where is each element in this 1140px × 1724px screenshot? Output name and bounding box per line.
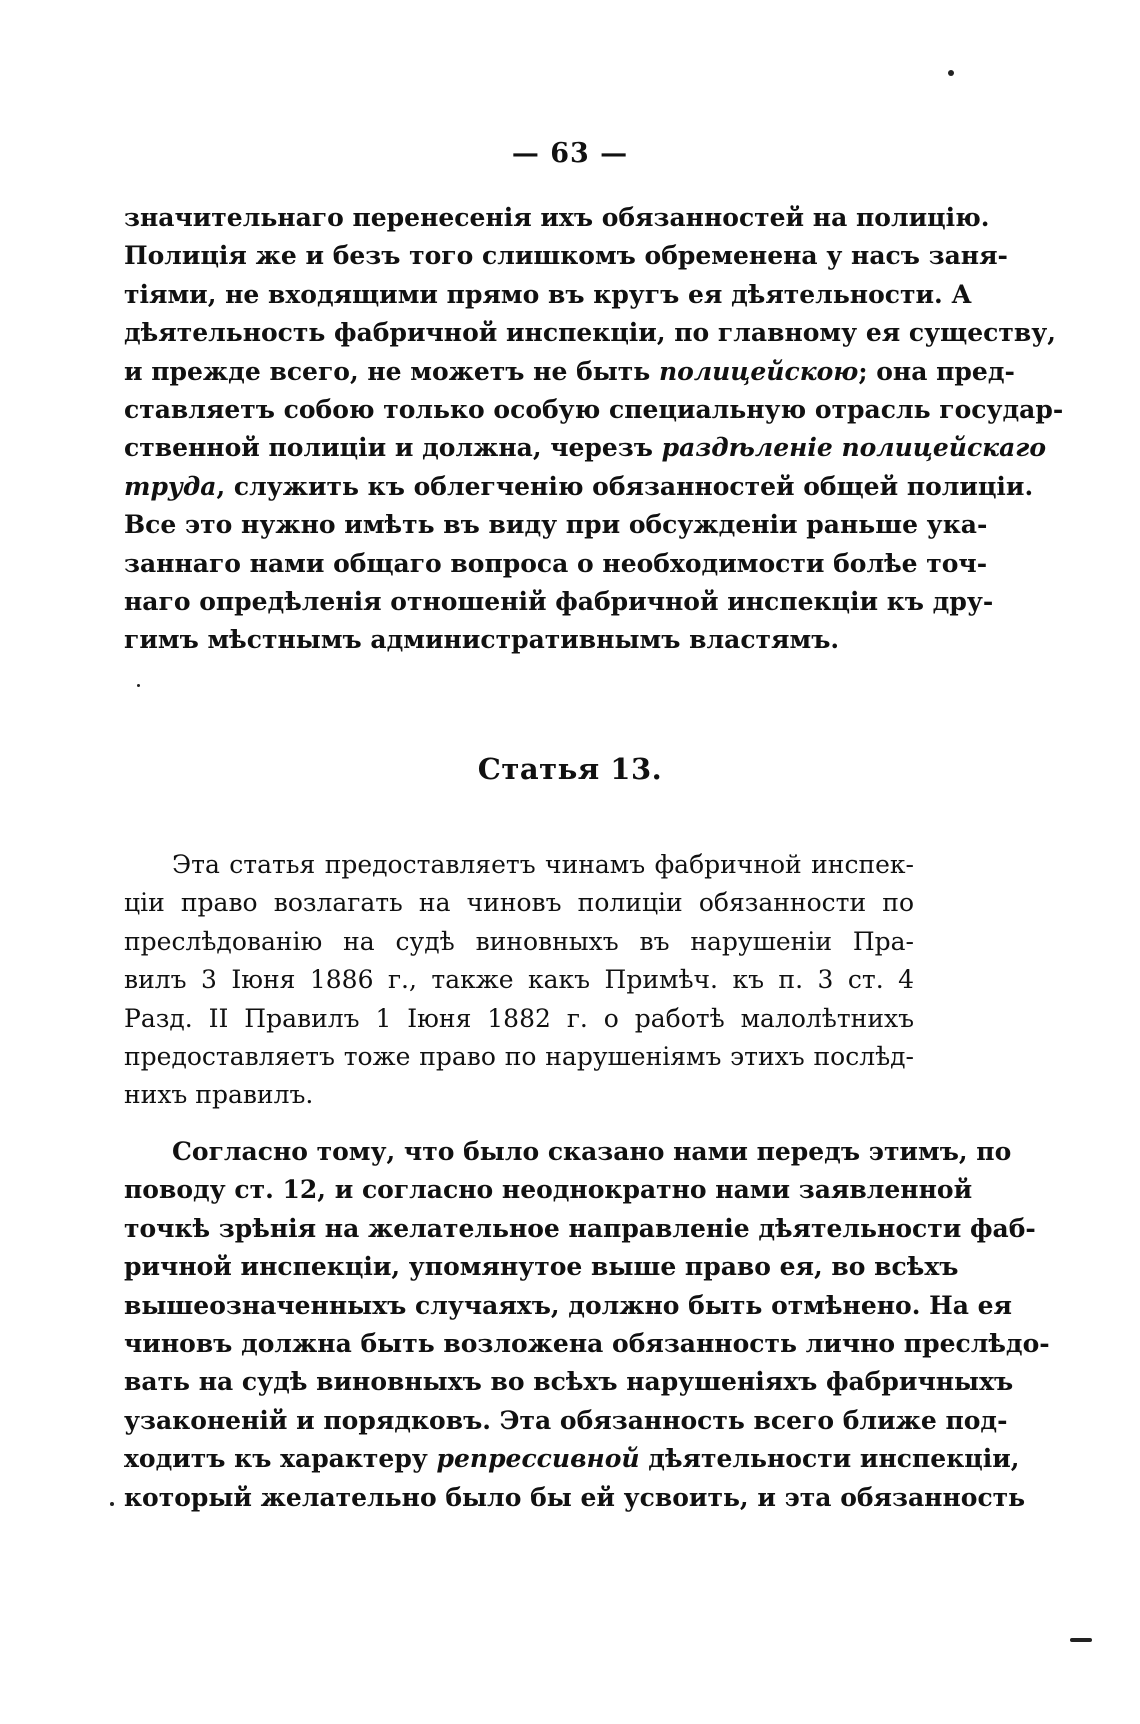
italic-term: репрессивной bbox=[436, 1444, 640, 1474]
text-run: и прежде всего, не можетъ не быть bbox=[124, 356, 659, 386]
text-line bbox=[124, 1440, 1020, 1478]
text-line: значительнаго перенесенія ихъ обязанностей на полицію. bbox=[124, 203, 990, 232]
text-line: ставляетъ собою только особую специальную отрасль государ- bbox=[124, 394, 1064, 424]
text-line: наго опредѣленія отношеній фабричной инспекціи къ дру- bbox=[124, 586, 994, 616]
text-line: поводу ст. 12, и согласно неоднократно нами заявленной bbox=[124, 1175, 973, 1205]
text-line: предоставляетъ тоже право по нарушеніямъ этихъ послѣд- bbox=[124, 1041, 914, 1071]
text-line: тіями, не входящими прямо въ кругъ ея дѣятельности. А bbox=[124, 279, 972, 309]
text-line bbox=[124, 353, 1015, 391]
text-line: Разд. II Правилъ 1 Іюня 1882 г. о работѣ малолѣтнихъ bbox=[124, 1003, 914, 1033]
text-line: чиновъ должна быть возложена обязанность лично преслѣдо- bbox=[124, 1328, 1050, 1358]
section-heading: Статья 13. bbox=[477, 752, 663, 786]
text-line: Согласно тому, что было сказано нами передъ этимъ, по bbox=[172, 1137, 1012, 1166]
italic-term: раздѣленіе полицейскаго bbox=[661, 433, 1047, 463]
text-line: вилъ 3 Іюня 1886 г., также какъ Примѣч. къ п. 3 ст. 4 bbox=[124, 965, 914, 995]
text-run: ственной полиціи и должна, черезъ bbox=[124, 433, 662, 463]
text-line: дѣятельность фабричной инспекціи, по главному ея существу, bbox=[124, 318, 1056, 348]
text-run: ; она пред- bbox=[858, 356, 1015, 386]
text-line: узаконеній и порядковъ. Эта обязанность всего ближе под- bbox=[124, 1405, 1008, 1435]
text-line bbox=[124, 429, 1047, 467]
text-line: ціи право возлагать на чиновъ полиціи обязанности по bbox=[124, 888, 914, 918]
text-line: нихъ правилъ. bbox=[124, 1080, 314, 1110]
paragraph-continuation bbox=[124, 199, 1064, 660]
text-line: ричной инспекціи, упомянутое выше право ея, во всѣхъ bbox=[124, 1252, 959, 1282]
paragraph-commentary bbox=[124, 1133, 1050, 1517]
scan-speck bbox=[948, 70, 954, 76]
text-line: вышеозначенныхъ случаяхъ, должно быть отмѣнено. На ея bbox=[124, 1290, 1013, 1320]
italic-term: труда bbox=[124, 471, 217, 501]
text-line: вать на судѣ виновныхъ во всѣхъ нарушеніяхъ фабричныхъ bbox=[124, 1367, 1014, 1397]
text-line: Полиція же и безъ того слишкомъ обременена у насъ заня- bbox=[124, 241, 1008, 271]
text-line bbox=[124, 468, 1034, 506]
scan-speck bbox=[1070, 1638, 1092, 1642]
paragraph-article-13 bbox=[124, 846, 914, 1115]
text-line: гимъ мѣстнымъ административнымъ властямъ. bbox=[124, 625, 840, 655]
text-line: точкѣ зрѣнія на желательное направленіе дѣятельности фаб- bbox=[124, 1213, 1036, 1243]
text-run: ходитъ къ характеру bbox=[124, 1444, 437, 1474]
text-run: дѣятельности инспекціи, bbox=[639, 1444, 1020, 1474]
text-line: Все это нужно имѣть въ виду при обсужденіи раньше ука- bbox=[124, 510, 988, 540]
italic-term: полицейскою bbox=[658, 356, 859, 386]
scan-speck bbox=[137, 684, 140, 687]
text-run: , служить къ облегченію обязанностей общей полиціи. bbox=[216, 471, 1034, 501]
page-number: — 63 — bbox=[511, 138, 629, 169]
scan-speck bbox=[110, 1502, 114, 1506]
text-line: который желательно было бы ей усвоить, и эта обязанность bbox=[124, 1482, 1026, 1512]
text-line: заннаго нами общаго вопроса о необходимости болѣе точ- bbox=[124, 548, 988, 578]
text-line: преслѣдованію на судѣ виновныхъ въ нарушеніи Пра- bbox=[124, 926, 914, 956]
text-line: Эта статья предоставляетъ чинамъ фабричной инспек- bbox=[172, 850, 914, 879]
